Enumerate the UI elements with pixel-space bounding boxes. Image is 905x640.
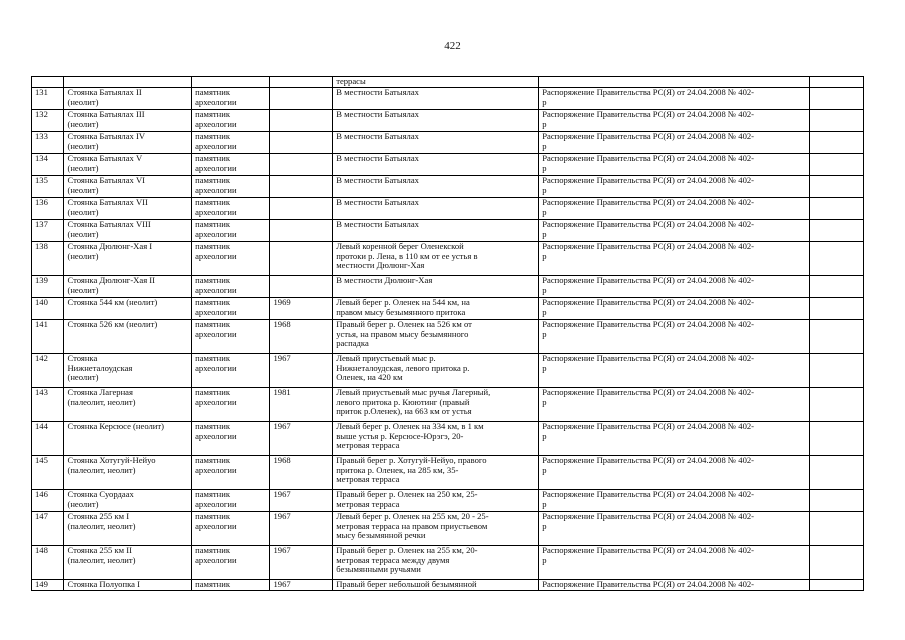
- cell-extra: [810, 320, 864, 354]
- cell-location: В местности Батыялах: [333, 198, 539, 220]
- cell-name: Стоянка Нижнеталоудская (неолит): [64, 354, 192, 388]
- table-row: [32, 490, 864, 512]
- cell-num: 134: [32, 154, 64, 176]
- cell-year: [270, 88, 333, 110]
- cell-extra: [810, 110, 864, 132]
- cell-year: 1967: [270, 546, 333, 580]
- cell-name: Стоянка Хотугуй-Нейуо (палеолит, неолит): [64, 456, 192, 490]
- cell-extra: [810, 88, 864, 110]
- cell-year: [270, 220, 333, 242]
- cell-extra: [810, 198, 864, 220]
- cell-document: Распоряжение Правительства РС(Я) от 24.04.2008 № 402- р: [539, 490, 810, 512]
- cell-type: памятник археологии: [192, 132, 270, 154]
- cell-num: 141: [32, 320, 64, 354]
- cell-year: 1968: [270, 456, 333, 490]
- table-row: [32, 388, 864, 422]
- cell-location: Левый берег р. Оленек на 544 км, на правом мысу безымянного притока: [333, 298, 539, 320]
- cell-year: 1967: [270, 512, 333, 546]
- cell-name: Стоянка Батыялах II (неолит): [64, 88, 192, 110]
- cell-num: 143: [32, 388, 64, 422]
- cell-document: Распоряжение Правительства РС(Я) от 24.04.2008 № 402- р: [539, 132, 810, 154]
- cell-name: Стоянка Батыялах III (неолит): [64, 110, 192, 132]
- cell-name: [64, 77, 192, 88]
- cell-type: памятник археологии: [192, 154, 270, 176]
- table-row: [32, 242, 864, 276]
- cell-num: 131: [32, 88, 64, 110]
- cell-year: [270, 276, 333, 298]
- cell-extra: [810, 580, 864, 591]
- cell-num: 148: [32, 546, 64, 580]
- cell-extra: [810, 388, 864, 422]
- page-number: 422: [444, 40, 461, 52]
- table-row: [32, 132, 864, 154]
- cell-name: Стоянка Полуопка I: [64, 580, 192, 591]
- cell-type: памятник археологии: [192, 456, 270, 490]
- table-row: [32, 422, 864, 456]
- cell-document: Распоряжение Правительства РС(Я) от 24.04.2008 № 402- р: [539, 154, 810, 176]
- cell-extra: [810, 422, 864, 456]
- cell-type: памятник археологии: [192, 320, 270, 354]
- cell-name: Стоянка Лагерная (палеолит, неолит): [64, 388, 192, 422]
- table-row: [32, 456, 864, 490]
- cell-type: памятник археологии: [192, 176, 270, 198]
- cell-name: Стоянка Батыялах VIII (неолит): [64, 220, 192, 242]
- cell-extra: [810, 220, 864, 242]
- cell-num: 136: [32, 198, 64, 220]
- cell-name: Стоянка 544 км (неолит): [64, 298, 192, 320]
- cell-extra: [810, 132, 864, 154]
- cell-type: памятник археологии: [192, 546, 270, 580]
- cell-name: Стоянка 526 км (неолит): [64, 320, 192, 354]
- table-row: [32, 546, 864, 580]
- cell-year: 1967: [270, 422, 333, 456]
- cell-year: [270, 132, 333, 154]
- heritage-registry-table: [31, 76, 864, 591]
- cell-location: В местности Дюлюнг-Хая: [333, 276, 539, 298]
- cell-document: [539, 77, 810, 88]
- table-row-continuation: [32, 77, 864, 88]
- cell-type: памятник археологии: [192, 198, 270, 220]
- cell-location: В местности Батыялах: [333, 110, 539, 132]
- cell-location: Правый берег р. Оленек на 250 км, 25- метровая терраса: [333, 490, 539, 512]
- cell-num: 144: [32, 422, 64, 456]
- cell-num: 139: [32, 276, 64, 298]
- cell-extra: [810, 298, 864, 320]
- cell-name: Стоянка Батыялах V (неолит): [64, 154, 192, 176]
- cell-type: памятник археологии: [192, 490, 270, 512]
- cell-num: 135: [32, 176, 64, 198]
- cell-name: Стоянка Дюлюнг-Хая II (неолит): [64, 276, 192, 298]
- cell-name: Стоянка Суордаах (неолит): [64, 490, 192, 512]
- cell-extra: [810, 154, 864, 176]
- cell-document: Распоряжение Правительства РС(Я) от 24.04.2008 № 402- р: [539, 110, 810, 132]
- cell-location: террасы: [333, 77, 539, 88]
- cell-num: 132: [32, 110, 64, 132]
- cell-num: 142: [32, 354, 64, 388]
- table-row: [32, 580, 864, 591]
- table-row: [32, 354, 864, 388]
- cell-num: 140: [32, 298, 64, 320]
- cell-year: [270, 77, 333, 88]
- cell-document: Распоряжение Правительства РС(Я) от 24.04.2008 № 402- р: [539, 546, 810, 580]
- cell-extra: [810, 512, 864, 546]
- table-row: [32, 176, 864, 198]
- cell-extra: [810, 546, 864, 580]
- cell-extra: [810, 456, 864, 490]
- cell-type: памятник археологии: [192, 354, 270, 388]
- cell-extra: [810, 242, 864, 276]
- cell-location: Правый берег р. Оленек на 526 км от устья, на правом мысу безымянного распадка: [333, 320, 539, 354]
- cell-num: [32, 77, 64, 88]
- cell-type: памятник археологии: [192, 220, 270, 242]
- cell-document: Распоряжение Правительства РС(Я) от 24.04.2008 № 402-: [539, 580, 810, 591]
- cell-name: Стоянка Керсюсе (неолит): [64, 422, 192, 456]
- cell-document: Распоряжение Правительства РС(Я) от 24.04.2008 № 402- р: [539, 276, 810, 298]
- cell-extra: [810, 354, 864, 388]
- cell-year: [270, 110, 333, 132]
- cell-document: Распоряжение Правительства РС(Я) от 24.04.2008 № 402- р: [539, 456, 810, 490]
- table-row: [32, 298, 864, 320]
- cell-year: [270, 198, 333, 220]
- cell-location: Левый приустьевый мыс ручья Лагерный, левого притока р. Кюютинг (правый приток р.Оленек), на 663 км от устья: [333, 388, 539, 422]
- cell-document: Распоряжение Правительства РС(Я) от 24.04.2008 № 402- р: [539, 388, 810, 422]
- table-row: [32, 110, 864, 132]
- cell-type: памятник археологии: [192, 276, 270, 298]
- table-row: [32, 154, 864, 176]
- cell-year: [270, 176, 333, 198]
- cell-document: Распоряжение Правительства РС(Я) от 24.04.2008 № 402- р: [539, 176, 810, 198]
- cell-location: Левый берег р. Оленек на 334 км, в 1 км выше устья р. Керсюсе-Юрэгэ, 20- метровая терраса: [333, 422, 539, 456]
- cell-extra: [810, 490, 864, 512]
- cell-location: Левый коренной берег Оленекской протоки р. Лена, в 110 км от ее устья в местности Дюлюнг-Хая: [333, 242, 539, 276]
- cell-type: памятник археологии: [192, 388, 270, 422]
- cell-name: Стоянка Батыялах IV (неолит): [64, 132, 192, 154]
- cell-location: Левый приустьевый мыс р. Нижнеталоудская, левого притока р. Оленек, на 420 км: [333, 354, 539, 388]
- table-row: [32, 512, 864, 546]
- cell-location: В местности Батыялах: [333, 220, 539, 242]
- cell-year: 1967: [270, 580, 333, 591]
- cell-location: Правый берег р. Оленек на 255 км, 20- метровая терраса между двумя безымянными ручьями: [333, 546, 539, 580]
- cell-num: 138: [32, 242, 64, 276]
- cell-location: В местности Батыялах: [333, 176, 539, 198]
- cell-year: 1967: [270, 490, 333, 512]
- cell-num: 145: [32, 456, 64, 490]
- cell-type: памятник археологии: [192, 512, 270, 546]
- cell-extra: [810, 77, 864, 88]
- cell-extra: [810, 276, 864, 298]
- cell-location: Правый берег р. Хотугуй-Нейуо, правого притока р. Оленек, на 285 км, 35- метровая терраса: [333, 456, 539, 490]
- table-row: [32, 88, 864, 110]
- cell-type: памятник археологии: [192, 422, 270, 456]
- cell-type: памятник археологии: [192, 88, 270, 110]
- cell-type: [192, 77, 270, 88]
- cell-num: 133: [32, 132, 64, 154]
- cell-num: 149: [32, 580, 64, 591]
- cell-location: В местности Батыялах: [333, 88, 539, 110]
- cell-location: Правый берег небольшой безымянной: [333, 580, 539, 591]
- cell-extra: [810, 176, 864, 198]
- cell-year: [270, 154, 333, 176]
- cell-document: Распоряжение Правительства РС(Я) от 24.04.2008 № 402- р: [539, 220, 810, 242]
- cell-year: 1967: [270, 354, 333, 388]
- table-row: [32, 198, 864, 220]
- cell-name: Стоянка Батыялах VI (неолит): [64, 176, 192, 198]
- cell-location: В местности Батыялах: [333, 132, 539, 154]
- cell-document: Распоряжение Правительства РС(Я) от 24.04.2008 № 402- р: [539, 242, 810, 276]
- cell-num: 137: [32, 220, 64, 242]
- cell-name: Стоянка Батыялах VII (неолит): [64, 198, 192, 220]
- cell-document: Распоряжение Правительства РС(Я) от 24.04.2008 № 402- р: [539, 88, 810, 110]
- cell-type: памятник археологии: [192, 298, 270, 320]
- cell-type: памятник археологии: [192, 110, 270, 132]
- table-row: [32, 276, 864, 298]
- cell-document: Распоряжение Правительства РС(Я) от 24.04.2008 № 402- р: [539, 198, 810, 220]
- table-row: [32, 220, 864, 242]
- cell-type: памятник: [192, 580, 270, 591]
- cell-document: Распоряжение Правительства РС(Я) от 24.04.2008 № 402- р: [539, 422, 810, 456]
- cell-type: памятник археологии: [192, 242, 270, 276]
- cell-num: 147: [32, 512, 64, 546]
- cell-name: Стоянка 255 км II (палеолит, неолит): [64, 546, 192, 580]
- cell-location: Левый берег р. Оленек на 255 км, 20 - 25- метровая терраса на правом приустьевом мысу безымянной речки: [333, 512, 539, 546]
- cell-year: 1969: [270, 298, 333, 320]
- cell-name: Стоянка Дюлюнг-Хая I (неолит): [64, 242, 192, 276]
- cell-num: 146: [32, 490, 64, 512]
- cell-document: Распоряжение Правительства РС(Я) от 24.04.2008 № 402- р: [539, 354, 810, 388]
- table-row: [32, 320, 864, 354]
- cell-year: 1981: [270, 388, 333, 422]
- cell-name: Стоянка 255 км I (палеолит, неолит): [64, 512, 192, 546]
- cell-location: В местности Батыялах: [333, 154, 539, 176]
- cell-document: Распоряжение Правительства РС(Я) от 24.04.2008 № 402- р: [539, 298, 810, 320]
- cell-year: 1968: [270, 320, 333, 354]
- cell-document: Распоряжение Правительства РС(Я) от 24.04.2008 № 402- р: [539, 512, 810, 546]
- cell-year: [270, 242, 333, 276]
- registry-body: [32, 77, 864, 591]
- cell-document: Распоряжение Правительства РС(Я) от 24.04.2008 № 402- р: [539, 320, 810, 354]
